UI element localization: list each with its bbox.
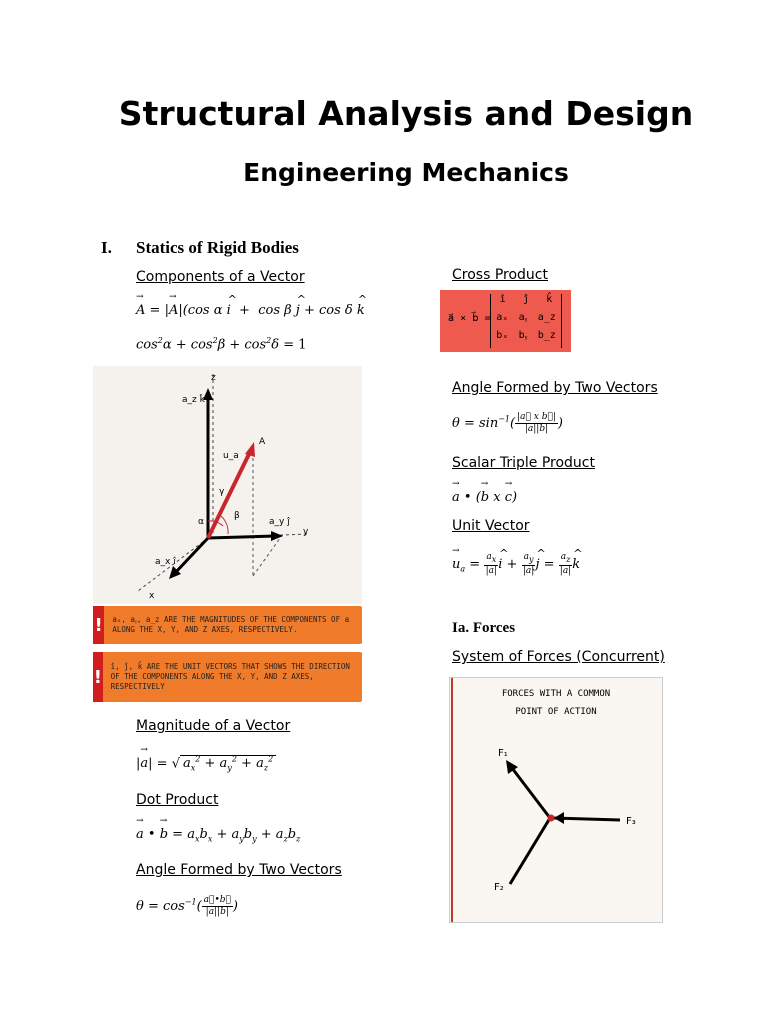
- matrix-row: [491, 312, 561, 330]
- forces-heading: Ia. Forces: [452, 620, 516, 636]
- document-title: Structural Analysis and Design: [118, 94, 694, 133]
- magnitude-formula: |→ a| = √ $a_x^2 + a_y^2 + a_z^2$: [136, 755, 276, 773]
- ay-label: a_y ĵ: [269, 517, 290, 527]
- matrix-cell: bᵧ: [518, 330, 528, 341]
- alert-icon: !: [93, 652, 103, 702]
- unit-vectors-note: [93, 652, 362, 702]
- angle-heading-right: Angle Formed by Two Vectors: [452, 380, 658, 396]
- beta-label: β: [234, 511, 240, 521]
- matrix-cell: aᵧ: [518, 312, 528, 323]
- section-title: Statics of Rigid Bodies: [136, 238, 299, 257]
- f2-label: F₂: [494, 882, 504, 893]
- matrix-cell: a_z: [537, 312, 556, 323]
- gamma-label: γ: [219, 487, 225, 497]
- cross-product-matrix: [440, 290, 571, 352]
- unit-vectors-note-text: î, ĵ, k̂ ARE THE UNIT VECTORS THAT SHOWS THE DIRECTION OF THE COMPONENTS ALONG THE X, Y, AND Z AXES, RESPECTIVELY: [110, 662, 350, 691]
- matrix-cell: aₓ: [496, 312, 509, 323]
- unit-vector-heading: Unit Vector: [452, 518, 530, 534]
- angle-sin-formula: $\theta = \sin^{-1}$( $\frac{\text{|a⃗ x b⃗|}}{|a||b|}$ ): [452, 412, 563, 434]
- forces-caption-line2: POINT OF ACTION: [515, 707, 597, 717]
- vector-components-diagram: [93, 366, 362, 604]
- matrix-cell: k̂: [546, 294, 553, 305]
- concurrent-forces-diagram: [449, 677, 663, 923]
- components-note: [93, 606, 362, 644]
- f1-label: F₁: [498, 748, 508, 759]
- matrix-cell: b_z: [537, 330, 556, 341]
- dot-product-heading: Dot Product: [136, 792, 219, 808]
- document-subtitle: Engineering Mechanics: [243, 158, 569, 187]
- scalar-triple-heading: Scalar Triple Product: [452, 455, 595, 471]
- ax-label: a_x î: [155, 557, 176, 567]
- direction-cosine-identity: $\cos^2\alpha + \cos^2\beta + \cos^2\delta = 1$: [136, 336, 307, 353]
- cross-product-lhs: a⃗ × b⃗ =: [448, 313, 491, 324]
- matrix-cell: î: [499, 294, 506, 305]
- point-a-label: A: [259, 437, 266, 447]
- concurrent-forces-heading: System of Forces (Concurrent): [452, 649, 665, 665]
- cross-product-heading: Cross Product: [452, 267, 548, 283]
- matrix-row: [491, 330, 561, 348]
- angle-heading-left: Angle Formed by Two Vectors: [136, 862, 342, 878]
- section-number: I.: [101, 238, 112, 257]
- matrix-cell: ĵ: [522, 294, 529, 305]
- cross-product-determinant: [490, 294, 562, 348]
- vector-components-formula: → A = |→ A|(cos α ^ i + cos β ^ j + cos δ ^ k: [136, 303, 365, 318]
- magnitude-heading: Magnitude of a Vector: [136, 718, 291, 734]
- az-label: a_z k̂: [182, 395, 205, 405]
- f3-label: F₃: [626, 816, 636, 827]
- matrix-row: [491, 294, 561, 312]
- scalar-triple-formula: → a • (→ b x → c): [452, 490, 517, 505]
- unit-vector-formula: → $u_a$ = $\frac{a_x}{|a|}$ ^ i + $\frac{a_y}{|a|}$ ^ j = $\frac{a_z}{|a|}$ ^ k: [452, 552, 580, 577]
- dot-product-formula: → a • → $b = a_xb_x + a_yb_y + a_zb_z$: [136, 827, 300, 844]
- y-axis-label: y: [303, 527, 309, 537]
- alert-icon: !: [93, 606, 104, 644]
- components-heading: Components of a Vector: [136, 269, 305, 285]
- ua-label: u_a: [223, 451, 239, 461]
- matrix-cell: bₓ: [496, 330, 509, 341]
- x-axis-label: x: [149, 591, 155, 601]
- alpha-label: α: [198, 517, 204, 527]
- components-note-text: aₓ, aᵧ, a_z ARE THE MAGNITUDES OF THE COMPONENTS OF a ALONG THE X, Y, AND Z AXES, RESPECTIVELY.: [112, 615, 350, 634]
- angle-cos-formula: $\theta = \cos^{-1}$( $\frac{a⃗•b⃗}{|a||b|}$ ): [136, 895, 238, 917]
- forces-caption-line1: FORCES WITH A COMMON: [501, 689, 611, 699]
- z-axis-label: z: [211, 373, 216, 383]
